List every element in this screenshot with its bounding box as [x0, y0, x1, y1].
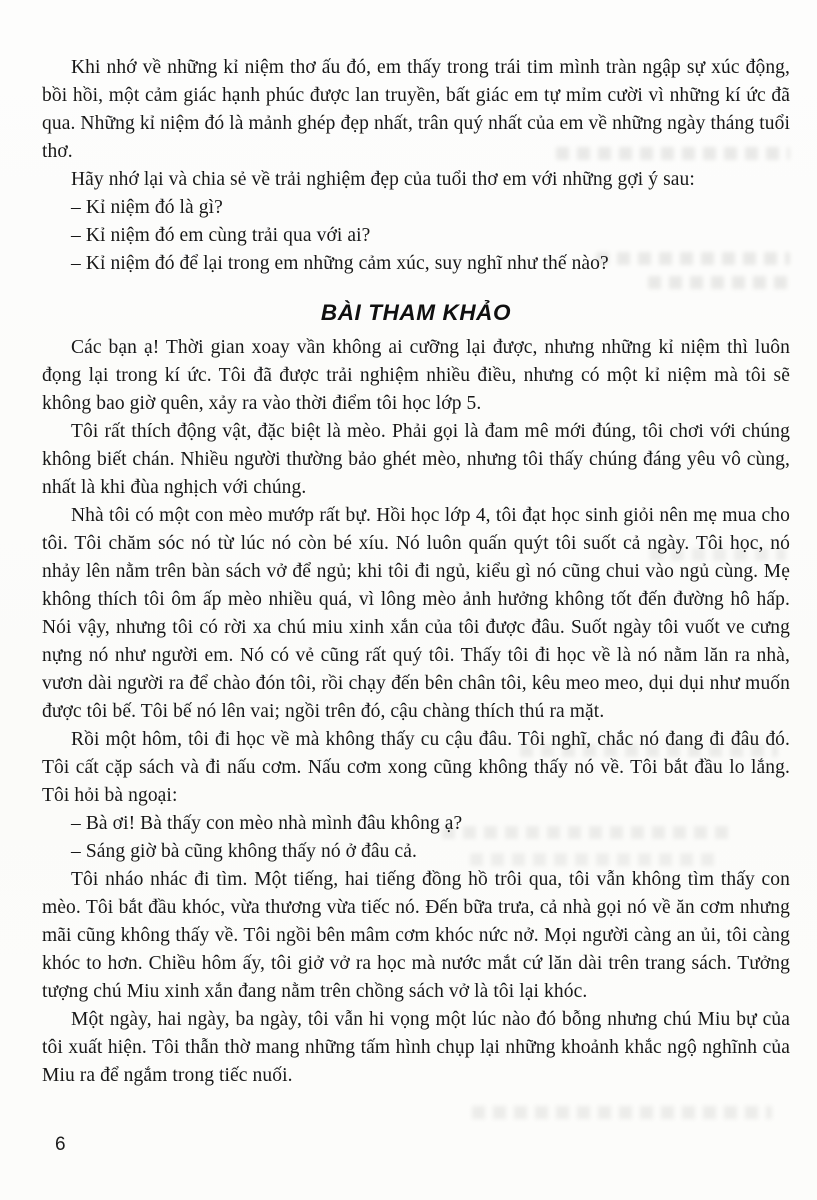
essay-paragraph-6: Một ngày, hai ngày, ba ngày, tôi vẫn hi vọng một lúc nào đó bỗng nhưng chú Miu bự của tôi xuất hiện. Tôi thẫn thờ mang những tấm hình chụp lại những khoảnh khắc ngộ nghĩnh của Miu ra để ngắm trong tiếc nuối.	[42, 1009, 790, 1086]
essay-paragraph-1: Các bạn ạ! Thời gian xoay vần không ai cưỡng lại được, nhưng những kỉ niệm thì luôn đọng lại trong kí ức. Tôi đã được trải nghiệm nhiều điều, nhưng có một kỉ niệm mà tôi sẽ không bao giờ quên, xảy ra vào thời điểm tôi học lớp 5.	[42, 337, 790, 414]
essay-paragraph-4: Rồi một hôm, tôi đi học về mà không thấy cu cậu đâu. Tôi nghĩ, chắc nó đang đi đâu đó. Tôi cất cặp sách và đi nấu cơm. Nấu cơm xong cũng không thấy nó về. Tôi bắt đầu lo lắng. Tôi hỏi bà ngoại:	[42, 729, 790, 806]
prompt-item-1: – Kỉ niệm đó là gì?	[71, 197, 223, 218]
paragraph-intro: Khi nhớ về những kỉ niệm thơ ấu đó, em thấy trong trái tim mình tràn ngập sự xúc động, bồi hồi, một cảm giác hạnh phúc được lan truyền, bất giác em tự mỉm cười vì những kí ức đã qua. Những kỉ niệm đó là mảnh ghép đẹp nhất, trân quý nhất của em về những ngày tháng tuổi thơ.	[42, 57, 790, 162]
bleedthrough-artifact	[472, 1106, 772, 1119]
section-heading: BÀI THAM KHẢO	[320, 300, 512, 325]
page-number: 6	[55, 1134, 66, 1155]
prompt-item-2: – Kỉ niệm đó em cùng trải qua với ai?	[71, 225, 371, 246]
prompt-item-3: – Kỉ niệm đó để lại trong em những cảm xúc, suy nghĩ như thế nào?	[71, 253, 609, 274]
dialogue-line-2: – Sáng giờ bà cũng không thấy nó ở đâu cả.	[71, 841, 417, 862]
essay-paragraph-2: Tôi rất thích động vật, đặc biệt là mèo. Phải gọi là đam mê mới đúng, tôi chơi với chúng không biết chán. Nhiều người thường bảo ghét mèo, nhưng tôi thấy chúng đáng yêu vô cùng, nhất là khi đùa nghịch với chúng.	[42, 421, 790, 498]
paragraph-prompt: Hãy nhớ lại và chia sẻ về trải nghiệm đẹp của tuổi thơ em với những gợi ý sau:	[71, 169, 695, 190]
essay-paragraph-3: Nhà tôi có một con mèo mướp rất bự. Hồi học lớp 4, tôi đạt học sinh giỏi nên mẹ mua cho tôi. Tôi chăm sóc nó từ lúc nó còn bé xíu. Nó luôn quấn quýt tôi suốt cả ngày. Tôi học, nó nhảy lên nằm trên bàn sách vở để ngủ; khi tôi đi ngủ, kiểu gì nó cũng chui vào ngủ cùng. Mẹ không thích tôi ôm ấp mèo nhiều quá, vì lông mèo ảnh hưởng không tốt đến đường hô hấp. Nói vậy, nhưng tôi có rời xa chú miu xinh xắn của tôi được đâu. Suốt ngày tôi vuốt ve cưng nựng nó như người em. Nó có vẻ cũng rất quý tôi. Thấy tôi đi học về là nó nằm lăn ra nhà, vươn dài người ra để chào đón tôi, rồi chạy đến bên chân tôi, kêu meo meo, dụi dụi như muốn được tôi bế. Tôi bế nó lên vai; ngồi trên đó, cậu chàng thích thú ra mặt.	[42, 505, 790, 722]
essay-paragraph-5: Tôi nháo nhác đi tìm. Một tiếng, hai tiếng đồng hồ trôi qua, tôi vẫn không tìm thấy con mèo. Tôi bắt đầu khóc, vừa thương vừa tiếc nó. Đến bữa trưa, cả nhà gọi nó về ăn cơm nhưng mãi cũng không thấy về. Tôi ngồi bên mâm cơm khóc nức nở. Mọi người càng an ủi, tôi càng khóc to hơn. Chiều hôm ấy, tôi giở vở ra học mà nước mắt cứ lăn dài trên trang sách. Tưởng tượng chú Miu xinh xắn đang nằm trên chồng sách vở là tôi lại khóc.	[42, 869, 790, 1002]
body-text	[42, 54, 790, 1090]
dialogue-line-1: – Bà ơi! Bà thấy con mèo nhà mình đâu không ạ?	[71, 813, 463, 834]
